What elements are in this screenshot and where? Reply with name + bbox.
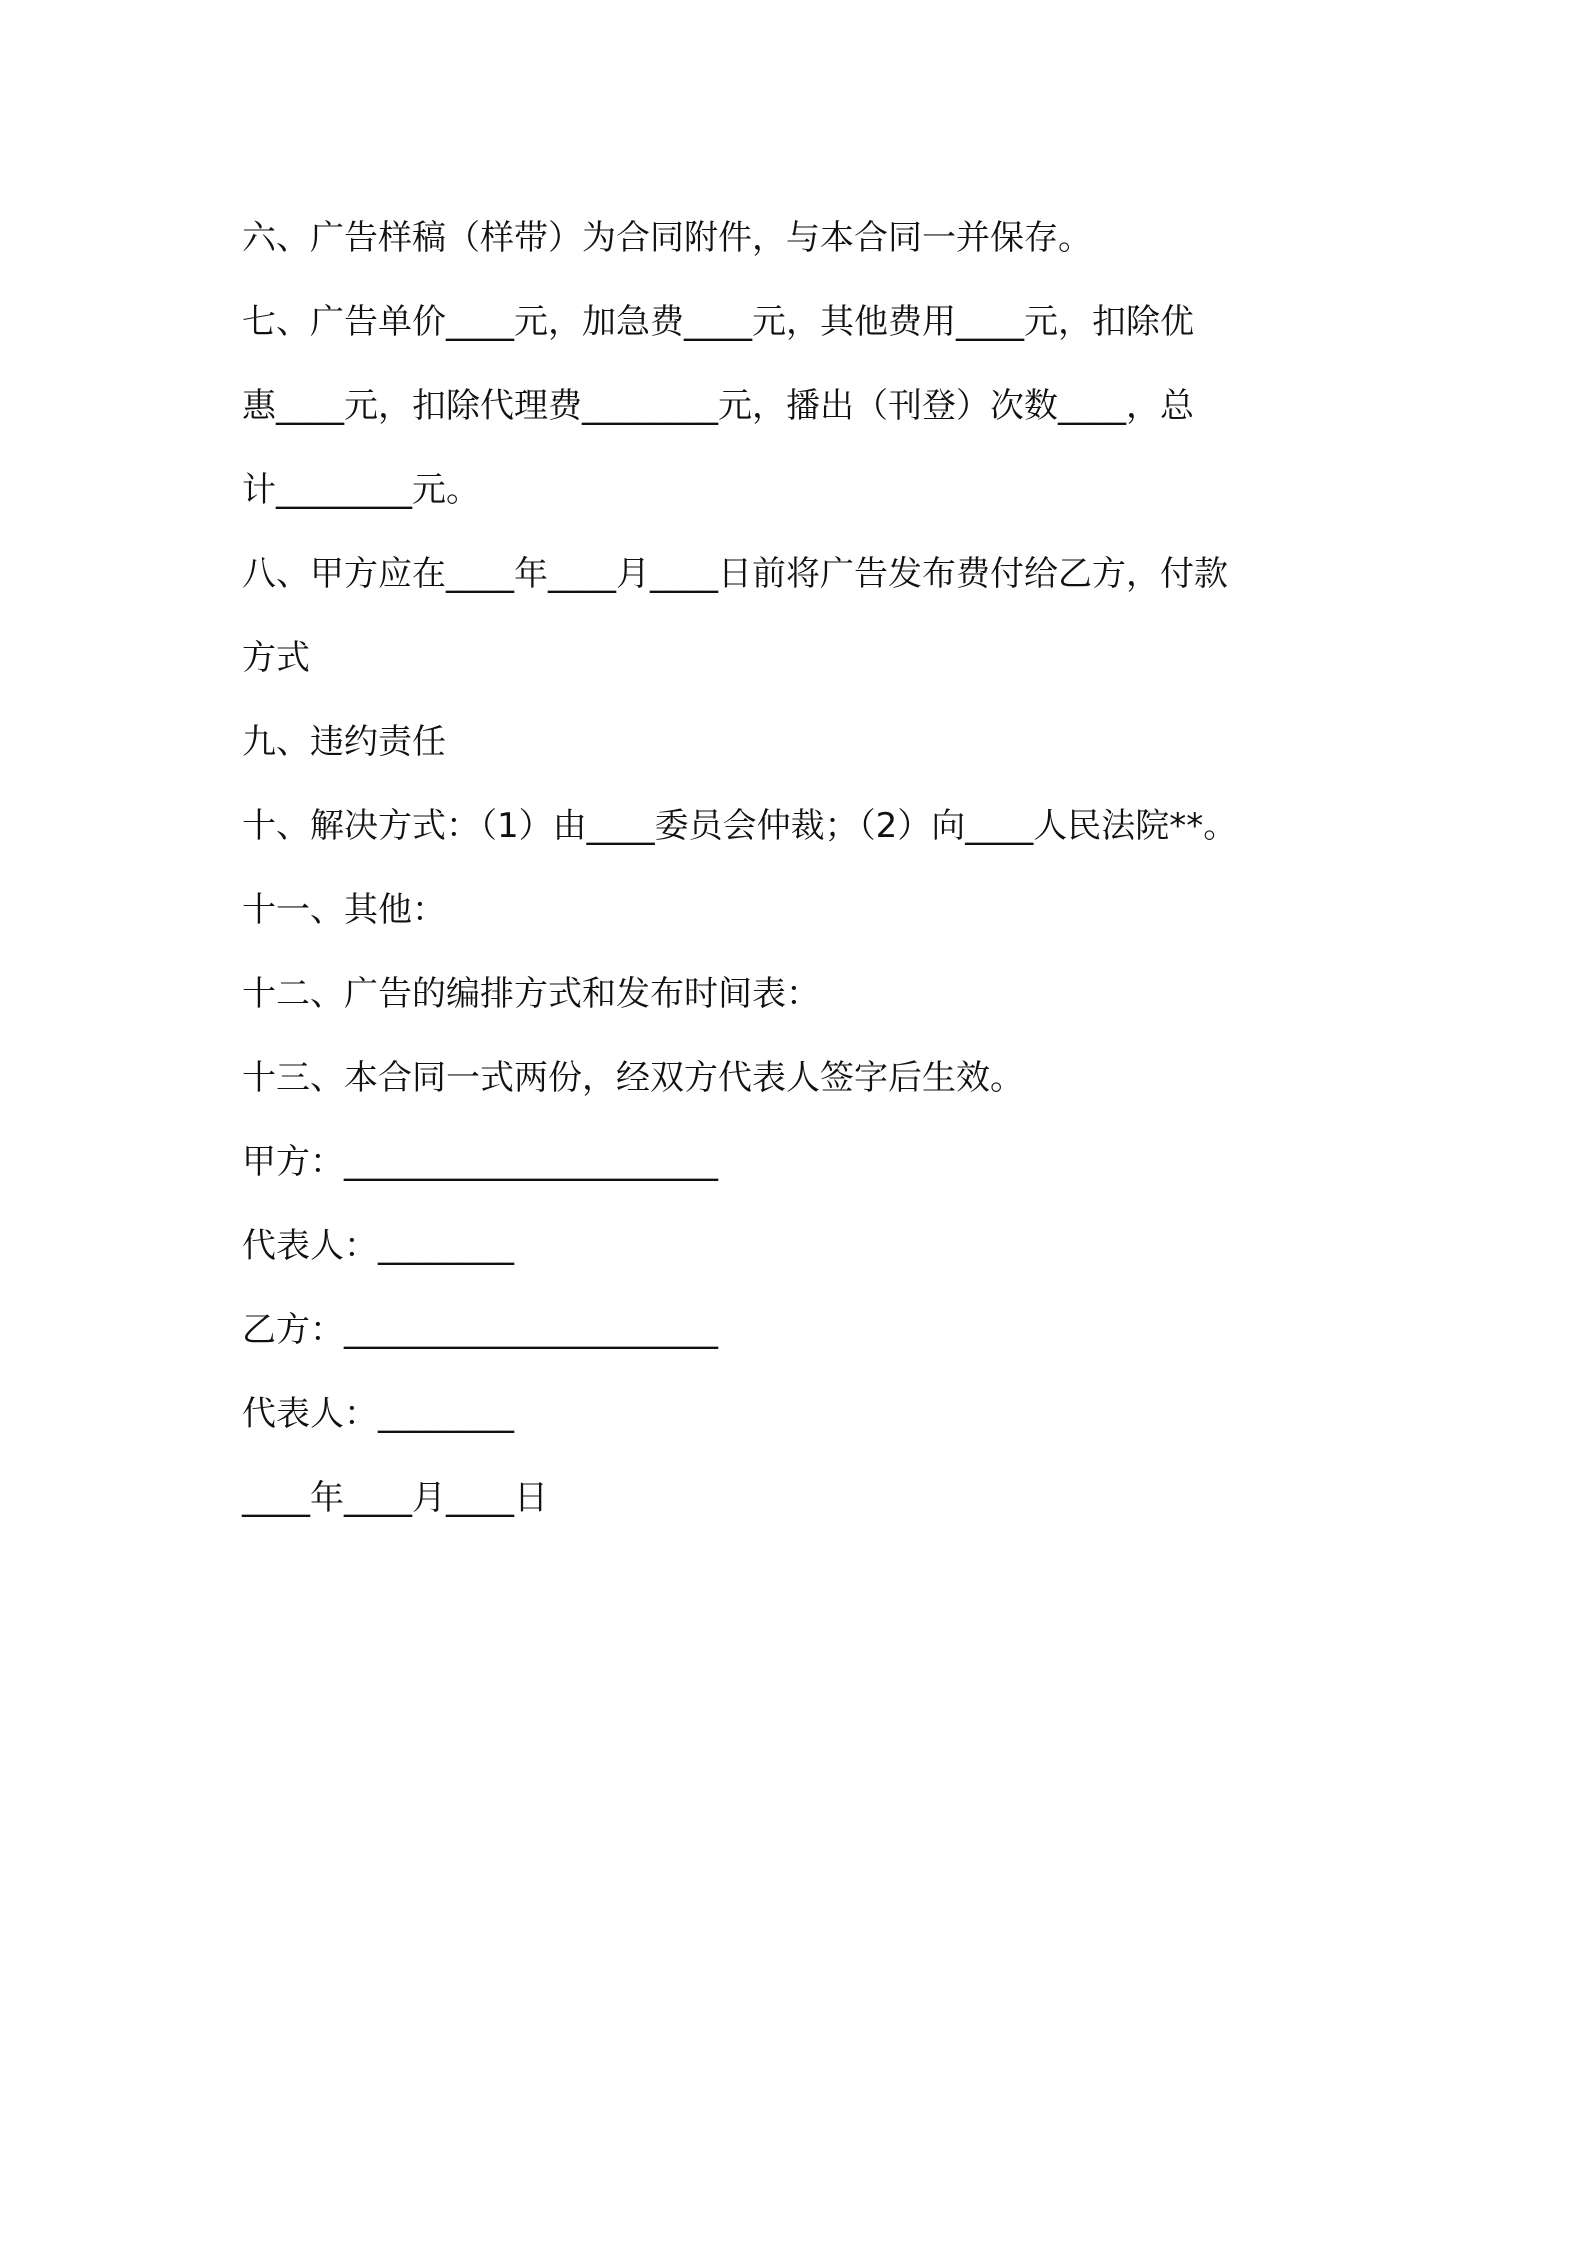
clause-12-schedule: 十二、广告的编排方式和发布时间表：	[242, 974, 820, 1014]
party-a-representative: 代表人：________	[242, 1226, 514, 1266]
clause-7-price-line-1: 七、广告单价____元，加急费____元，其他费用____元，扣除优	[242, 302, 1194, 342]
clause-10-dispute: 十、解决方式：（1）由____委员会仲裁；（2）向____人民法院**。	[242, 806, 1238, 846]
clause-11-other: 十一、其他：	[242, 890, 446, 930]
party-a-signature: 甲方：______________________	[242, 1142, 718, 1182]
clause-7-price-line-2: 惠____元，扣除代理费________元，播出（刊登）次数____，总	[242, 386, 1194, 426]
clause-7-price-line-3: 计________元。	[242, 470, 480, 510]
party-b-signature: 乙方：______________________	[242, 1310, 718, 1350]
clause-13-effective: 十三、本合同一式两份，经双方代表人签字后生效。	[242, 1058, 1024, 1098]
clause-9-liability: 九、违约责任	[242, 722, 446, 762]
party-b-representative: 代表人：________	[242, 1394, 514, 1434]
signing-date: ____年____月____日	[242, 1478, 548, 1518]
clause-8-payment-line-2: 方式	[242, 638, 310, 678]
clause-6-ad-sample: 六、广告样稿（样带）为合同附件，与本合同一并保存。	[242, 218, 1092, 258]
contract-body	[242, 196, 1362, 1540]
clause-8-payment-line-1: 八、甲方应在____年____月____日前将广告发布费付给乙方，付款	[242, 554, 1228, 594]
